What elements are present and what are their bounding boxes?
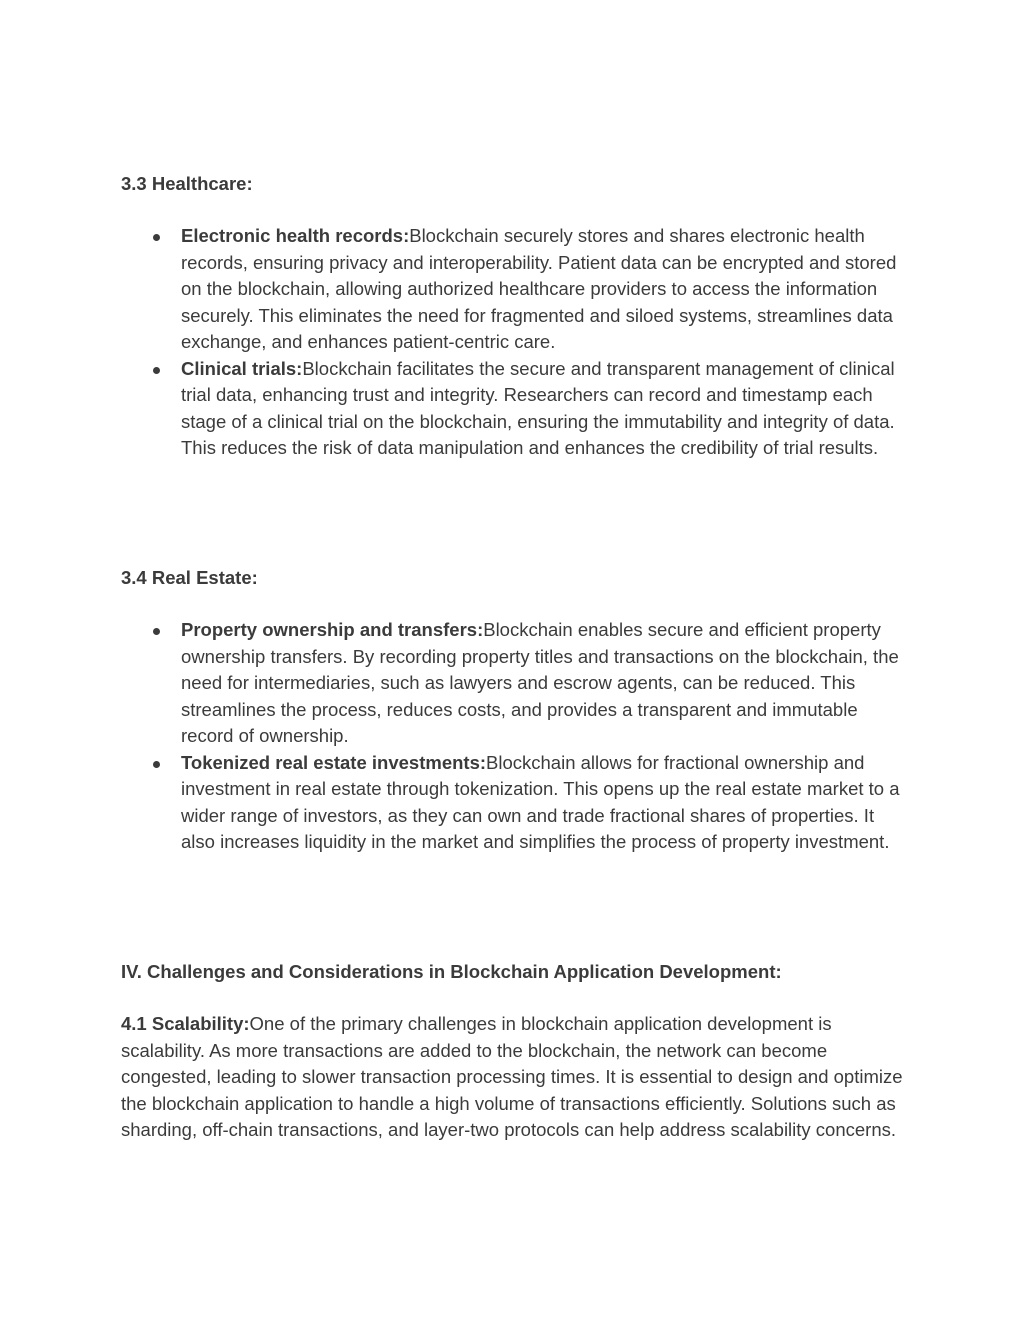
list-item [121, 223, 911, 356]
chapter-heading: IV. Challenges and Considerations in Blockchain Application Development: [121, 961, 782, 982]
bullet-icon [153, 761, 160, 768]
list-item [121, 617, 911, 750]
real-estate-list [121, 617, 911, 856]
scalability-paragraph [121, 1011, 911, 1144]
bullet-icon [153, 628, 160, 635]
section-heading-healthcare: 3.3 Healthcare: [121, 173, 253, 194]
paragraph-term: 4.1 Scalability: [121, 1013, 250, 1034]
item-term: Electronic health records: [181, 225, 410, 246]
item-term: Property ownership and transfers: [181, 619, 484, 640]
bullet-icon [153, 234, 160, 241]
item-text: Blockchain facilitates the secure and transparent management of clinical trial data, enhancing trust and integrity. Researchers can record and timestamp each stage of a clinical trial on the blockchain, ensuring the immutability and integrity of data. This reduces the risk of data manipulation and enhances the credibility of trial results. [181, 357, 895, 458]
paragraph-text: One of the primary challenges in blockchain application development is scalability. As more transactions are added to the blockchain, the network can become congested, leading to slower transaction processing times. It is essential to design and optimize the blockchain application to handle a high volume of transactions efficiently. Solutions such as sharding, off-chain transactions, and layer-two protocols can help address scalability concerns. [121, 1013, 903, 1140]
section-heading-real-estate: 3.4 Real Estate: [121, 567, 258, 588]
item-text: Blockchain enables secure and efficient property ownership transfers. By recording property titles and transactions on the blockchain, the need for intermediaries, such as lawyers and escrow agents, can be reduced. This streamlines the process, reduces costs, and provides a transparent and immutable record of ownership. [181, 619, 899, 746]
bullet-icon [153, 367, 160, 374]
healthcare-list [121, 223, 911, 462]
item-term: Clinical trials: [181, 357, 303, 379]
list-item [121, 750, 911, 856]
item-text: Blockchain securely stores and shares electronic health records, ensuring privacy and interoperability. Patient data can be encrypted and stored on the blockchain, allowing authorized healthcare providers to access the information securely. This eliminates the need for fragmented and siloed systems, streamlines data exchange, and enhances patient-centric care. [181, 225, 897, 352]
item-text: Blockchain allows for fractional ownership and investment in real estate through tokenization. This opens up the real estate market to a wider range of investors, as they can own and trade fractional shares of properties. It also increases liquidity in the market and simplifies the process of property investment. [181, 751, 900, 852]
list-item [121, 356, 911, 462]
item-term: Tokenized real estate investments: [181, 751, 487, 773]
